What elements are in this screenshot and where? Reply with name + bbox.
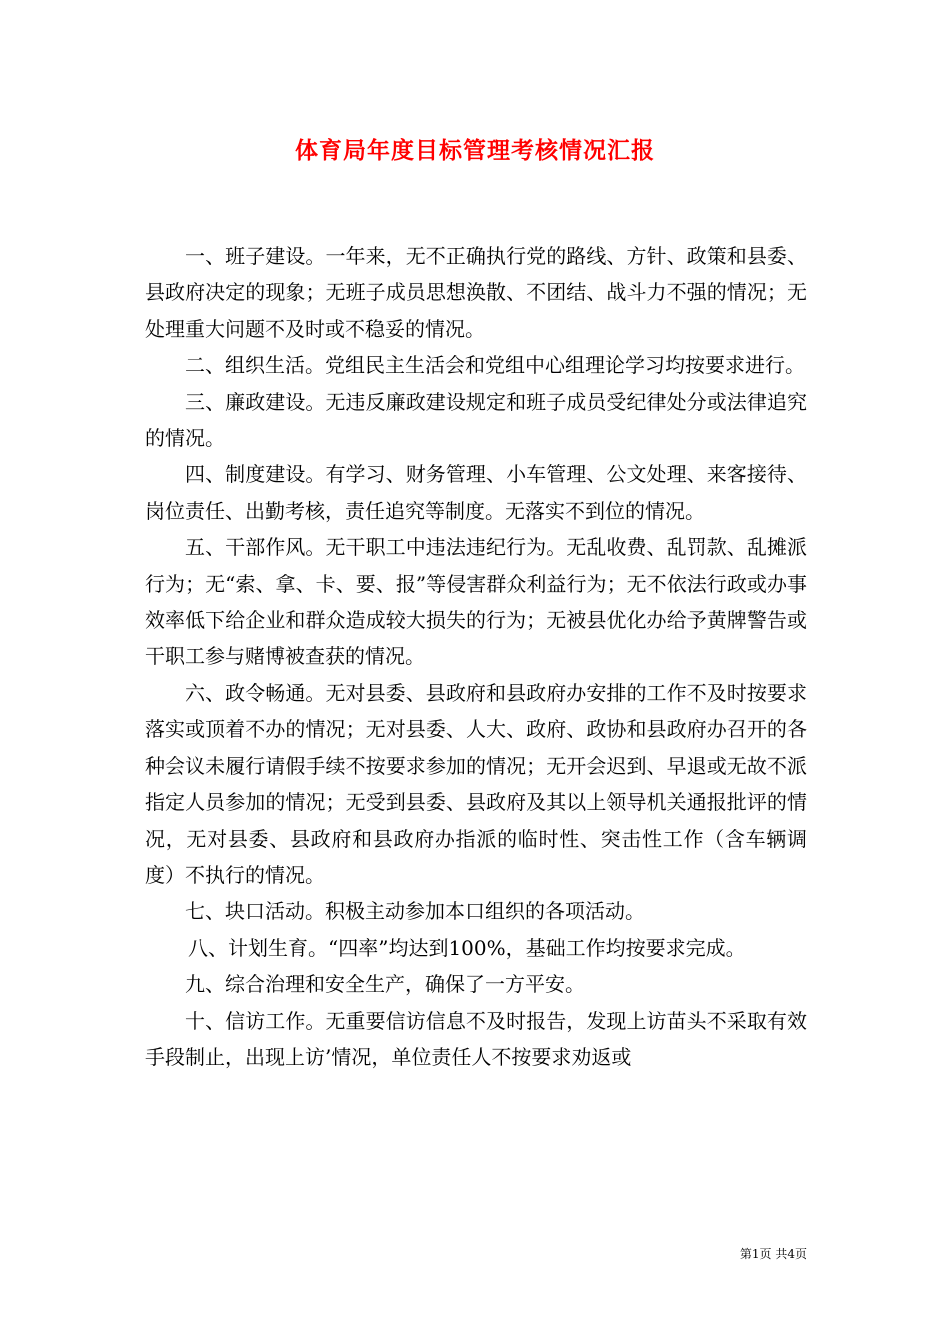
paragraph-sector-activities: 七、块口活动。积极主动参加本口组织的各项活动。	[185, 899, 645, 924]
document-body	[145, 238, 807, 1075]
paragraph-petitions: 十、信访工作。无重要信访信息不及时报告，发现上访苗头不采取有效手段制止，出现上访’情况，单位责任人不按要求劝返或	[145, 1008, 807, 1069]
page-number: 第1页 共4页	[739, 1247, 807, 1261]
paragraph-clean-government: 三、廉政建设。无违反廉政建设规定和班子成员受纪律处分或法律追究的情况。	[145, 389, 807, 451]
paragraph-organization-life: 二、组织生活。党组民主生活会和党组中心组理论学习均按要求进行。	[185, 353, 805, 378]
paragraph-government-orders: 六、政令畅通。无对县委、县政府和县政府办安排的工作不及时按要求落实或顶着不办的情况；无对县委、人大、政府、政协和县政府办召开的各种会议未履行请假手续不按要求参加的情况；无开会迟到、早退或无故不派指定人员参加的情况；无受到县委、县政府及其以上领导机关通报批评的情况，无对县委、县政府和县政府办指派的临时性、突击性工作（含车辆调度）不执行的情况。	[145, 680, 807, 887]
paragraph-system-building: 四、制度建设。有学习、财务管理、小车管理、公文处理、来客接待、岗位责任、出勤考核，责任追究等制度。无落实不到位的情况。	[145, 462, 807, 523]
paragraph-team-building: 一、班子建设。一年来，无不正确执行党的路线、方针、政策和县委、县政府决定的现象；无班子成员思想涣散、不团结、战斗力不强的情况；无处理重大问题不及时或不稳妥的情况。	[145, 244, 807, 341]
paragraph-safety: 九、综合治理和安全生产，确保了一方平安。	[185, 972, 585, 997]
document-title: 体育局年度目标管理考核情况汇报	[295, 137, 655, 164]
paragraph-family-planning: 八、计划生育。“四率”均达到100%，基础工作均按要求完成。	[188, 935, 746, 960]
paragraph-cadre-style: 五、干部作风。无干职工中违法违纪行为。无乱收费、乱罚款、乱摊派行为；无“索、拿、卡、要、报”等侵害群众利益行为；无不依法行政或办事效率低下给企业和群众造成较大损失的行为；无被县优化办给予黄牌警告或干职工参与赌博被查获的情况。	[145, 535, 807, 669]
